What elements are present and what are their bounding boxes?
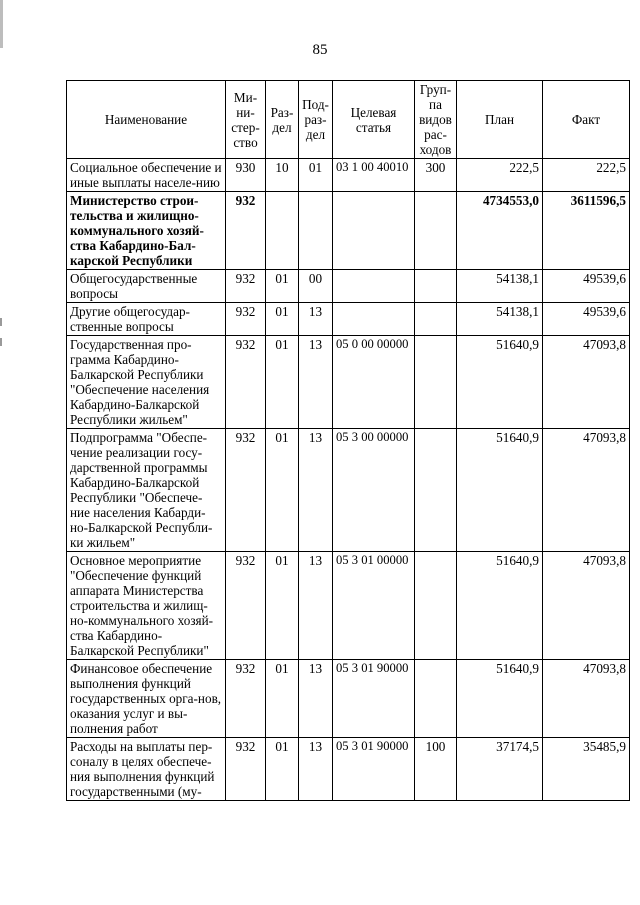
table-row	[67, 192, 630, 270]
cell-target: 05 0 00 00000	[333, 336, 415, 429]
cell-ministry: 932	[226, 192, 266, 270]
cell-group: 100	[415, 738, 457, 801]
cell-group	[415, 192, 457, 270]
cell-plan: 222,5	[457, 159, 543, 192]
cell-fact: 35485,9	[543, 738, 630, 801]
cell-ministry: 932	[226, 660, 266, 738]
cell-section: 01	[266, 303, 299, 336]
header-ministry: Ми- ни- стер- ство	[226, 81, 266, 159]
cell-target	[333, 270, 415, 303]
cell-ministry: 932	[226, 336, 266, 429]
cell-subsection: 13	[299, 336, 333, 429]
scan-margin-mark	[0, 338, 2, 346]
cell-target: 03 1 00 40010	[333, 159, 415, 192]
page-number: 85	[312, 42, 328, 58]
cell-plan: 54138,1	[457, 303, 543, 336]
cell-ministry: 932	[226, 738, 266, 801]
cell-name: Министерство строи-тельства и жилищно-коммунального хозяй-ства Кабардино-Бал-карской Республики	[67, 192, 226, 270]
cell-subsection: 00	[299, 270, 333, 303]
cell-name: Расходы на выплаты пер-соналу в целях обеспече-ния выполнения функций государственными (му-	[67, 738, 226, 801]
cell-fact: 3611596,5	[543, 192, 630, 270]
budget-table	[66, 80, 630, 801]
cell-fact: 49539,6	[543, 303, 630, 336]
table-row	[67, 270, 630, 303]
cell-ministry: 932	[226, 429, 266, 552]
cell-ministry: 932	[226, 270, 266, 303]
cell-target: 05 3 01 00000	[333, 552, 415, 660]
cell-target	[333, 303, 415, 336]
cell-section: 01	[266, 738, 299, 801]
table-row	[67, 159, 630, 192]
table-row	[67, 336, 630, 429]
cell-subsection	[299, 192, 333, 270]
cell-target	[333, 192, 415, 270]
cell-subsection: 13	[299, 429, 333, 552]
cell-group	[415, 552, 457, 660]
cell-target: 05 3 00 00000	[333, 429, 415, 552]
cell-name: Общегосударственные вопросы	[67, 270, 226, 303]
table-row	[67, 660, 630, 738]
table-row	[67, 303, 630, 336]
cell-section: 01	[266, 270, 299, 303]
cell-name: Финансовое обеспечение выполнения функций государственных орга-нов, оказания услуг и вы-полнения работ	[67, 660, 226, 738]
cell-plan: 51640,9	[457, 429, 543, 552]
cell-plan: 4734553,0	[457, 192, 543, 270]
header-plan: План	[457, 81, 543, 159]
cell-group	[415, 270, 457, 303]
cell-section: 10	[266, 159, 299, 192]
cell-subsection: 13	[299, 738, 333, 801]
table-row	[67, 552, 630, 660]
cell-section	[266, 192, 299, 270]
cell-name: Социальное обеспечение и иные выплаты населе-нию	[67, 159, 226, 192]
header-subsection: Под- раз- дел	[299, 81, 333, 159]
cell-subsection: 01	[299, 159, 333, 192]
cell-subsection: 13	[299, 660, 333, 738]
cell-group	[415, 303, 457, 336]
cell-fact: 47093,8	[543, 336, 630, 429]
cell-plan: 51640,9	[457, 552, 543, 660]
header-target: Целевая статья	[333, 81, 415, 159]
cell-plan: 37174,5	[457, 738, 543, 801]
cell-name: Основное мероприятие "Обеспечение функций аппарата Министерства строительства и жилищ-но-коммунального хозяй-ства Кабардино-Балкарской Республики"	[67, 552, 226, 660]
cell-section: 01	[266, 429, 299, 552]
cell-subsection: 13	[299, 552, 333, 660]
cell-ministry: 932	[226, 303, 266, 336]
cell-name: Другие общегосудар-ственные вопросы	[67, 303, 226, 336]
cell-fact: 47093,8	[543, 660, 630, 738]
cell-name: Подпрограмма "Обеспе-чение реализации госу-дарственной программы Кабардино-Балкарской Республики "Обеспече-ние населения Кабарди-но-Балкарской Республи-ки жильем"	[67, 429, 226, 552]
scan-margin-line	[0, 0, 3, 48]
cell-ministry: 932	[226, 552, 266, 660]
table-header-row	[67, 81, 630, 159]
cell-plan: 54138,1	[457, 270, 543, 303]
cell-section: 01	[266, 336, 299, 429]
cell-group: 300	[415, 159, 457, 192]
cell-target: 05 3 01 90000	[333, 738, 415, 801]
header-fact: Факт	[543, 81, 630, 159]
cell-plan: 51640,9	[457, 660, 543, 738]
cell-ministry: 930	[226, 159, 266, 192]
cell-section: 01	[266, 660, 299, 738]
cell-plan: 51640,9	[457, 336, 543, 429]
header-group: Груп- па видов рас- ходов	[415, 81, 457, 159]
header-name: Наименование	[67, 81, 226, 159]
header-section: Раз- дел	[266, 81, 299, 159]
table-row	[67, 429, 630, 552]
cell-fact: 47093,8	[543, 429, 630, 552]
cell-name: Государственная про-грамма Кабардино-Балкарской Республики "Обеспечение населения Кабардино-Балкарской Республики жильем"	[67, 336, 226, 429]
cell-fact: 49539,6	[543, 270, 630, 303]
cell-group	[415, 660, 457, 738]
cell-subsection: 13	[299, 303, 333, 336]
table-row	[67, 738, 630, 801]
cell-group	[415, 336, 457, 429]
cell-fact: 47093,8	[543, 552, 630, 660]
cell-section: 01	[266, 552, 299, 660]
scan-margin-mark	[0, 318, 2, 326]
cell-group	[415, 429, 457, 552]
cell-target: 05 3 01 90000	[333, 660, 415, 738]
cell-fact: 222,5	[543, 159, 630, 192]
